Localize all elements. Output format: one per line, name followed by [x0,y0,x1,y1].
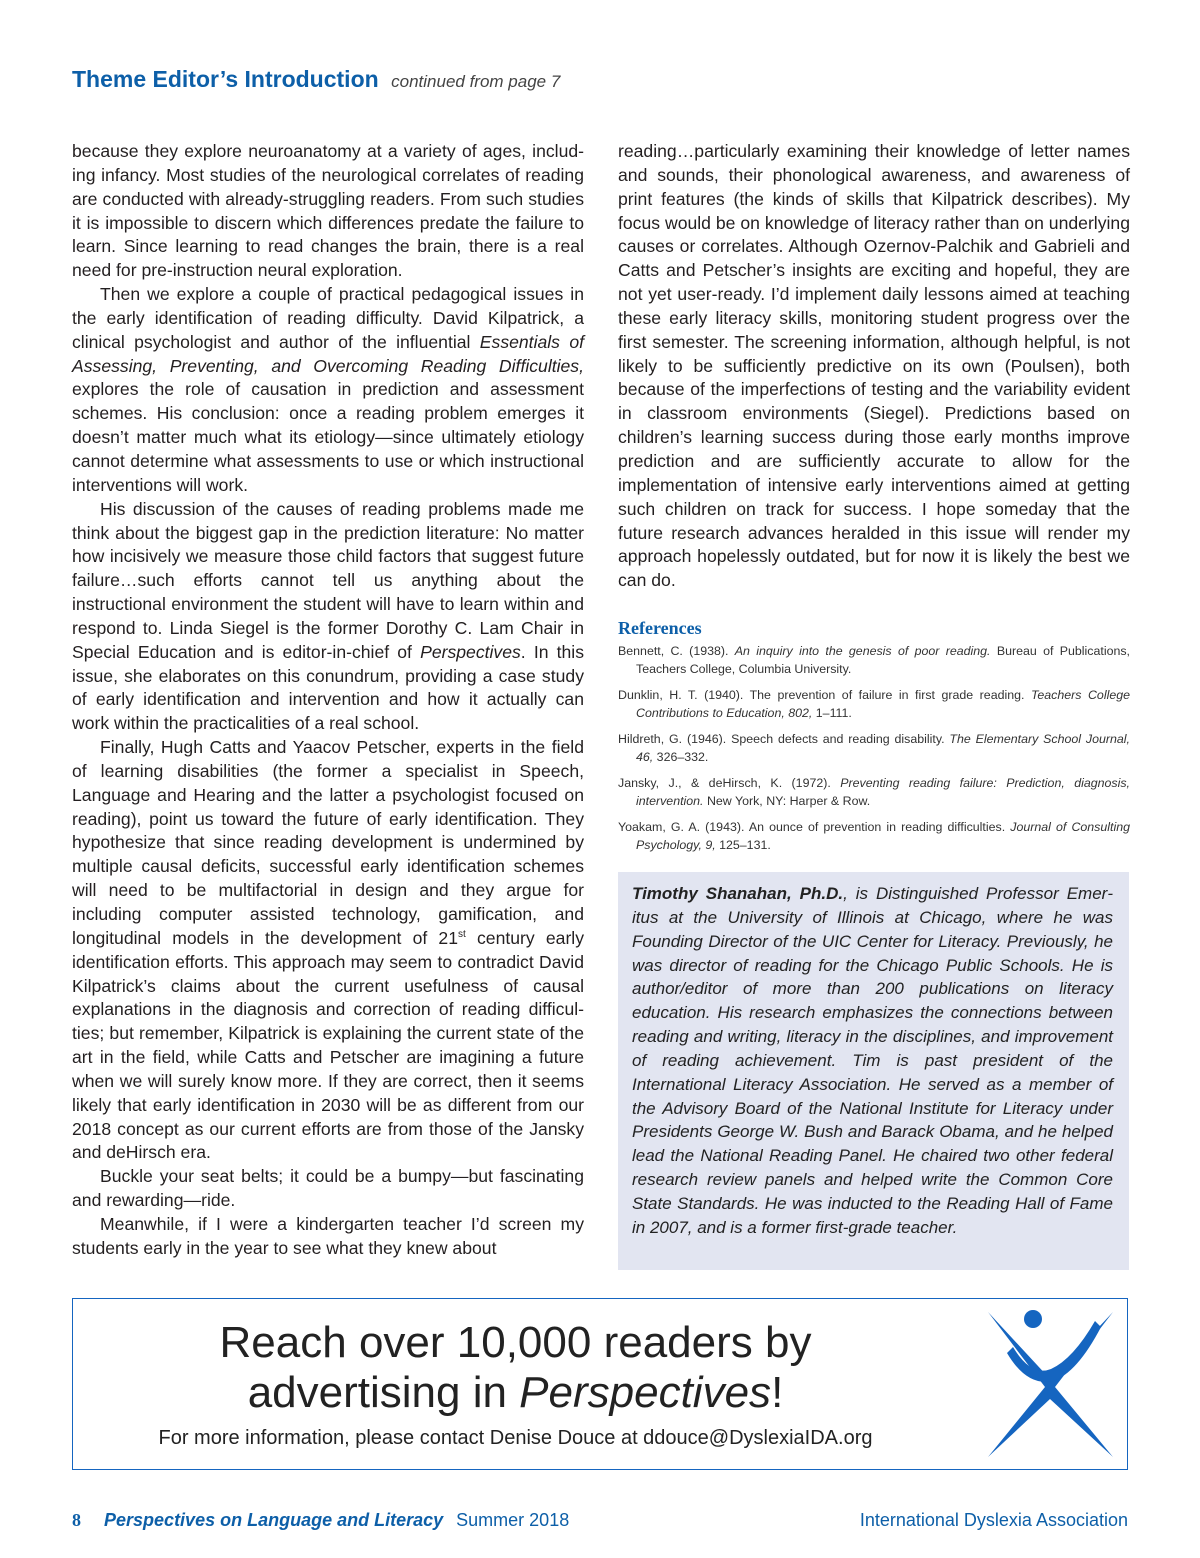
reference-item: Jansky, J., & deHirsch, K. (1972). Preventing reading failure: Prediction, diagnosis, intervention. New York, NY: Harper & Row. [618,775,1130,808]
author-name: Timothy Shanahan, Ph.D. [632,884,844,903]
ad-contact: For more information, please contact Denise Douce at ddouce@DyslexiaIDA.org [158,1427,873,1449]
author-bio: Timothy Shanahan, Ph.D., is Distinguished Professor Emeritus at the University of Illinois at Chicago, where he was Founding Director of the UIC Center for Literacy. Previously, he was director of reading for the Chicago Public Schools. He is author/editor of more than 200 publications on literacy education. His research emphasizes the connections between reading and writing, literacy in the disciplines, and improvement of reading achievement. Tim is past president of the International Literacy Association. He served as a member of the Advisory Board of the National Institute for Literacy under Presidents George W. Bush and Barack Obama, and he helped lead the National Reading Panel. He chaired two other federal research review panels and helped write the Common Core State Standards. He was inducted to the Reading Hall of Fame in 2007, and is a former first-grade teacher. [632,884,1113,1237]
references-list [618,642,1130,862]
ida-figure-logo-icon [983,1307,1118,1462]
references-heading: References [618,618,702,638]
continued-note: continued from page 7 [391,72,561,91]
section-title: Theme Editor’s Introduction [72,66,379,92]
page-number: 8 [72,1510,81,1530]
paragraph: because they explore neuroanatomy at a variety of ages, including infancy. Most studies of the neurological correlates of reading are conducted with already-struggling readers. From such studies it is impossible to discern which differences predate the failure to learn. Since learning to read changes the brain, there is a real need for pre-instruction neural exploration. [72,141,584,281]
organization-name: International Dyslexia Association [859,1510,1128,1530]
publication-name: Perspectives on Language and Literacy [104,1510,444,1530]
right-column [618,140,1130,593]
page-header [72,66,560,93]
paragraph: Then we explore a couple of practical pedagogical issues in the early identification of reading difficulty. David Kilpatrick, a clinical psychologist and author of the influential Essentials of Assessing, Preventing, and Overcoming Reading Difficulties, explores the role of causation in prediction and assessment schemes. His conclusion: once a reading problem emerges it doesn’t matter much what its etiology—since ultimately etiology cannot determine what assessments to use or which instructional interventions will work. [72,284,584,495]
superscript: st [458,928,466,940]
page-footer [72,1510,1128,1534]
paragraph: Meanwhile, if I were a kindergarten teacher I’d screen my students early in the year to see what they knew about [72,1213,584,1258]
author-bio-box [618,872,1129,1270]
paragraph: reading…particularly examining their knowledge of letter names and sounds, their phonological awareness, and awareness of print features (the kinds of skills that Kilpatrick describes). My focus would be on knowledge of literacy rather than on underlying causes or correlates. Although Ozernov-Palchik and Gabrieli and Catts and Petscher’s insights are exciting and hopeful, they are not yet user-ready. I’d implement daily lessons aimed at teaching these early literacy skills, monitoring student progress over the first semester. The screening information, although helpful, is not likely to be sufficiently predictive on its own (Poulsen), both because of the imperfections of testing and the variability evident in classroom environments (Siegel). Predictions based on children’s learning success during those early months improve prediction and are sufficiently accurate to allow for the implementation of intensive early interventions aimed at getting such children on track for success. I hope someday that the future research advances heralded in this issue will render my approach hopelessly outdated, but for now it is likely the best we can do. [618,141,1130,591]
paragraph: His discussion of the causes of reading problems made me think about the biggest gap in the prediction literature: No matter how incisively we measure those child factors that suggest future failure…such efforts cannot tell us anything about the instructional environment the student will have to learn within and respond to. Linda Siegel is the former Dorothy C. Lam Chair in Special Education and is editor-in-chief of Perspectives. In this issue, she elaborates on this conundrum, providing a case study of early identification and intervention and how it actually can work within the practicalities of a real school. [72,498,585,734]
reference-item: Hildreth, G. (1946). Speech defects and reading disability. The Elementary School Journal, 46, 326–332. [618,731,1130,765]
reference-item: Bennett, C. (1938). An inquiry into the genesis of poor reading. Bureau of Publications, Teachers College, Columbia University. [618,644,1131,677]
journal-title: Perspectives [420,641,521,662]
issue-season: Summer 2018 [456,1510,570,1530]
advertisement-box [72,1298,1128,1470]
paragraph: Buckle your seat belts; it could be a bumpy—but fascinating and rewarding—ride. [72,1166,584,1211]
paragraph: Finally, Hugh Catts and Yaacov Petscher, experts in the field of learning disabilities (the former a specialist in Speech, Language and Hearing and the latter a psychologist focused on reading), point us toward the future of early identification. They hypothesize that since reading development is undermined by multiple causal deficits, successful early identification schemes will need to be multifactorial in design and they argue for including computer assisted technology, gamification, and longitudinal models in the development of 21st century early identification efforts. This approach may seem to contradict David Kilpatrick’s claims about the current usefulness of causal explanations in the diagnosis and correction of reading difficulties; but remember, Kilpatrick is explaining the current state of the art in the field, while Catts and Petscher are imagining a future when we will surely know more. If they are correct, then it seems likely that early identification in 2030 will be as different from our 2018 concept as our current efforts are from those of the Jansky and deHirsch era. [72,737,585,1163]
reference-item: Yoakam, G. A. (1943). An ounce of prevention in reading difficulties. Journal of Consulting Psychology, 9, 125–131. [618,819,1130,852]
book-title: Essentials of Assessing, Preventing, and Overcoming Reading Difficulties, [72,331,584,376]
ad-headline-2: advertising in Perspectives! [247,1368,784,1417]
reference-item: Dunklin, H. T. (1940). The prevention of failure in first grade reading. Teachers College Contributions to Education, 802, 1–111. [618,687,1130,721]
ad-headline: Reach over 10,000 readers by [219,1318,812,1367]
left-column [72,140,584,1261]
